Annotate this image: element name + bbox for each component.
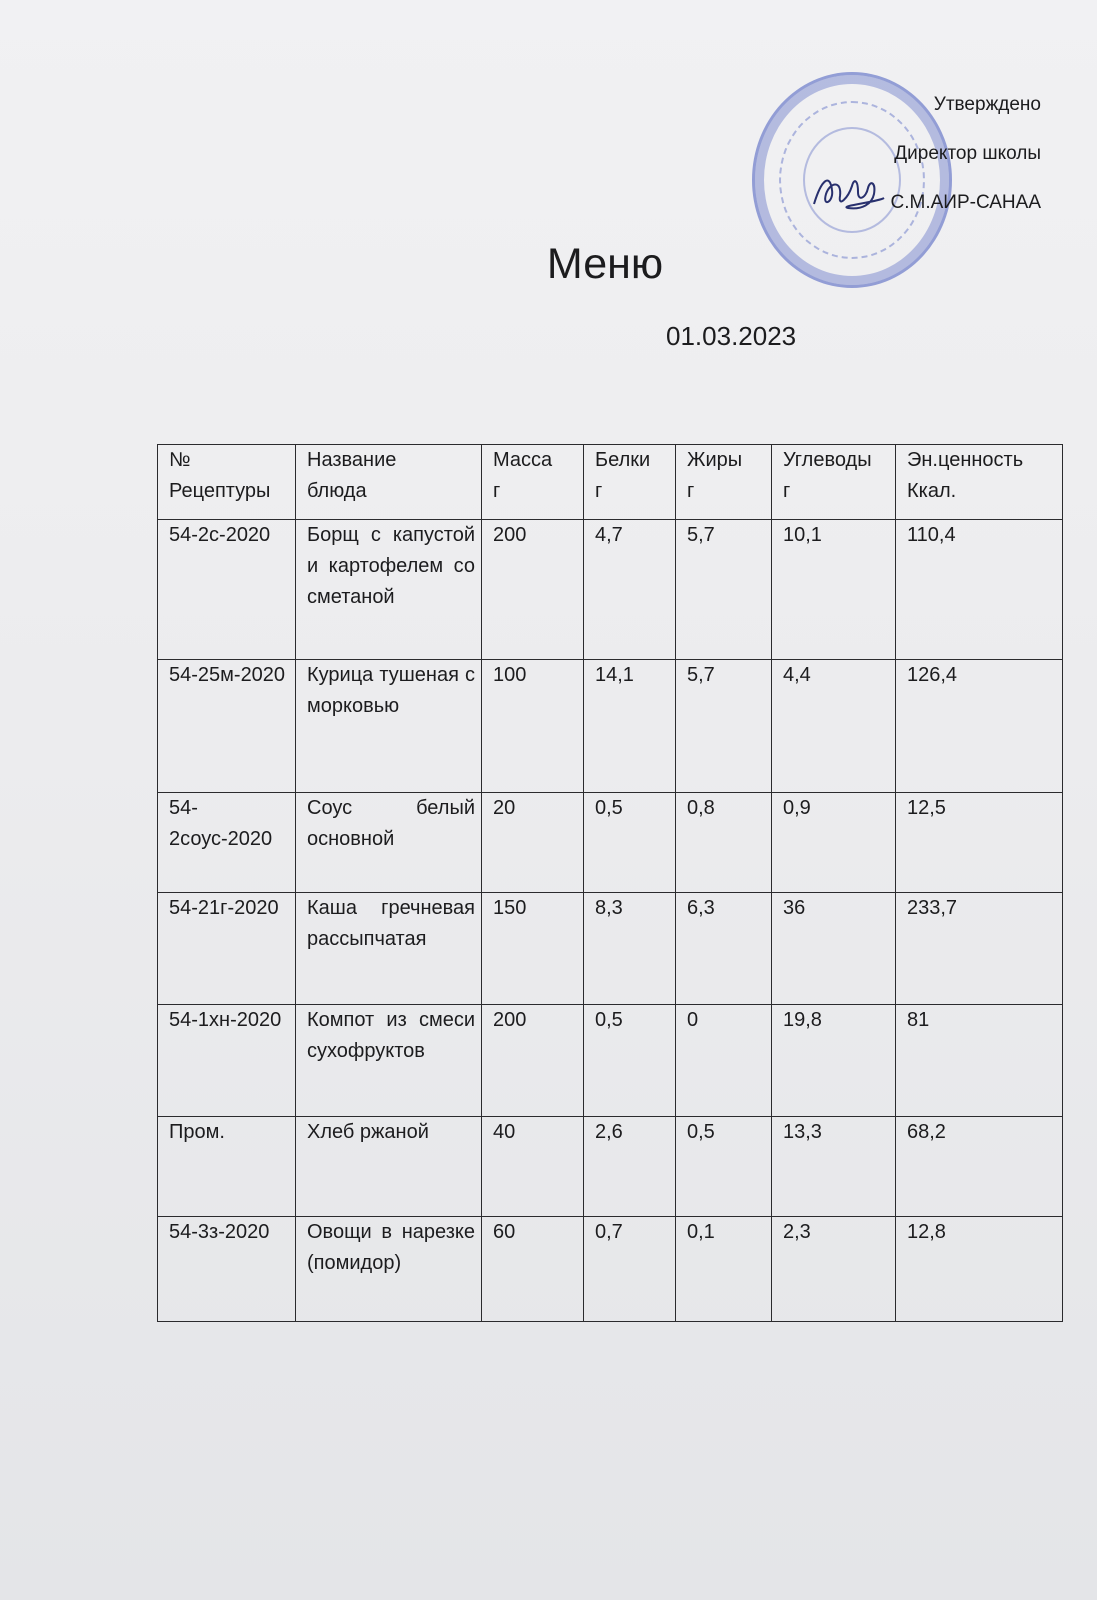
header-code: № Рецептуры: [158, 445, 296, 520]
dish-name: Каша гречневая рассыпчатая: [296, 893, 482, 1005]
recipe-code: Пром.: [158, 1117, 296, 1217]
energy-value: 68,2: [896, 1117, 1063, 1217]
energy-value: 81: [896, 1005, 1063, 1117]
energy-value: 12,5: [896, 793, 1063, 893]
protein-value: 0,5: [584, 793, 676, 893]
table-row: [158, 1217, 1063, 1322]
carbs-value: 2,3: [772, 1217, 896, 1322]
approval-block: [891, 92, 1041, 239]
header-carbs: Углеводы г: [772, 445, 896, 520]
director-signature: [808, 168, 888, 216]
approval-label: Утверждено: [933, 94, 1041, 115]
dish-name: Соус белый основной: [296, 793, 482, 893]
menu-table: [157, 444, 1063, 1322]
recipe-code: 54-3з-2020: [158, 1217, 296, 1322]
fat-value: 0,5: [676, 1117, 772, 1217]
dish-name: Компот из смеси сухофруктов: [296, 1005, 482, 1117]
mass-value: 200: [482, 1005, 584, 1117]
dish-name: Хлеб ржаной: [296, 1117, 482, 1217]
header-energy: Эн.ценность Ккал.: [896, 445, 1063, 520]
header-name: Название блюда: [296, 445, 482, 520]
fat-value: 0,8: [676, 793, 772, 893]
protein-value: 0,7: [584, 1217, 676, 1322]
mass-value: 20: [482, 793, 584, 893]
header-protein: Белки г: [584, 445, 676, 520]
energy-value: 110,4: [896, 520, 1063, 660]
recipe-code: 54-25м-2020: [158, 660, 296, 793]
table-header-row: [158, 445, 1063, 520]
fat-value: 5,7: [676, 520, 772, 660]
carbs-value: 19,8: [772, 1005, 896, 1117]
mass-value: 100: [482, 660, 584, 793]
protein-value: 4,7: [584, 520, 676, 660]
protein-value: 0,5: [584, 1005, 676, 1117]
fat-value: 5,7: [676, 660, 772, 793]
protein-value: 14,1: [584, 660, 676, 793]
recipe-code: 54-2соус-2020: [158, 793, 296, 893]
table-row: [158, 660, 1063, 793]
director-title: Директор школы: [894, 143, 1041, 164]
dish-name: Курица тушеная с морковью: [296, 660, 482, 793]
dish-name: Борщ с капустой и картофелем со сметаной: [296, 520, 482, 660]
recipe-code: 54-1хн-2020: [158, 1005, 296, 1117]
energy-value: 12,8: [896, 1217, 1063, 1322]
carbs-value: 10,1: [772, 520, 896, 660]
mass-value: 40: [482, 1117, 584, 1217]
energy-value: 126,4: [896, 660, 1063, 793]
fat-value: 0,1: [676, 1217, 772, 1322]
table-row: [158, 1005, 1063, 1117]
protein-value: 8,3: [584, 893, 676, 1005]
director-name: С.М.АИР-САНАА: [890, 192, 1041, 213]
energy-value: 233,7: [896, 893, 1063, 1005]
table-row: [158, 893, 1063, 1005]
table-row: [158, 1117, 1063, 1217]
page-title: Меню: [546, 240, 664, 288]
fat-value: 0: [676, 1005, 772, 1117]
table-row: [158, 520, 1063, 660]
recipe-code: 54-21г-2020: [158, 893, 296, 1005]
dish-name: Овощи в нарезке (помидор): [296, 1217, 482, 1322]
header-mass: Масса г: [482, 445, 584, 520]
fat-value: 6,3: [676, 893, 772, 1005]
mass-value: 150: [482, 893, 584, 1005]
protein-value: 2,6: [584, 1117, 676, 1217]
table-row: [158, 793, 1063, 893]
menu-date: 01.03.2023: [666, 321, 797, 351]
carbs-value: 4,4: [772, 660, 896, 793]
carbs-value: 0,9: [772, 793, 896, 893]
carbs-value: 36: [772, 893, 896, 1005]
mass-value: 200: [482, 520, 584, 660]
carbs-value: 13,3: [772, 1117, 896, 1217]
recipe-code: 54-2с-2020: [158, 520, 296, 660]
mass-value: 60: [482, 1217, 584, 1322]
header-fat: Жиры г: [676, 445, 772, 520]
